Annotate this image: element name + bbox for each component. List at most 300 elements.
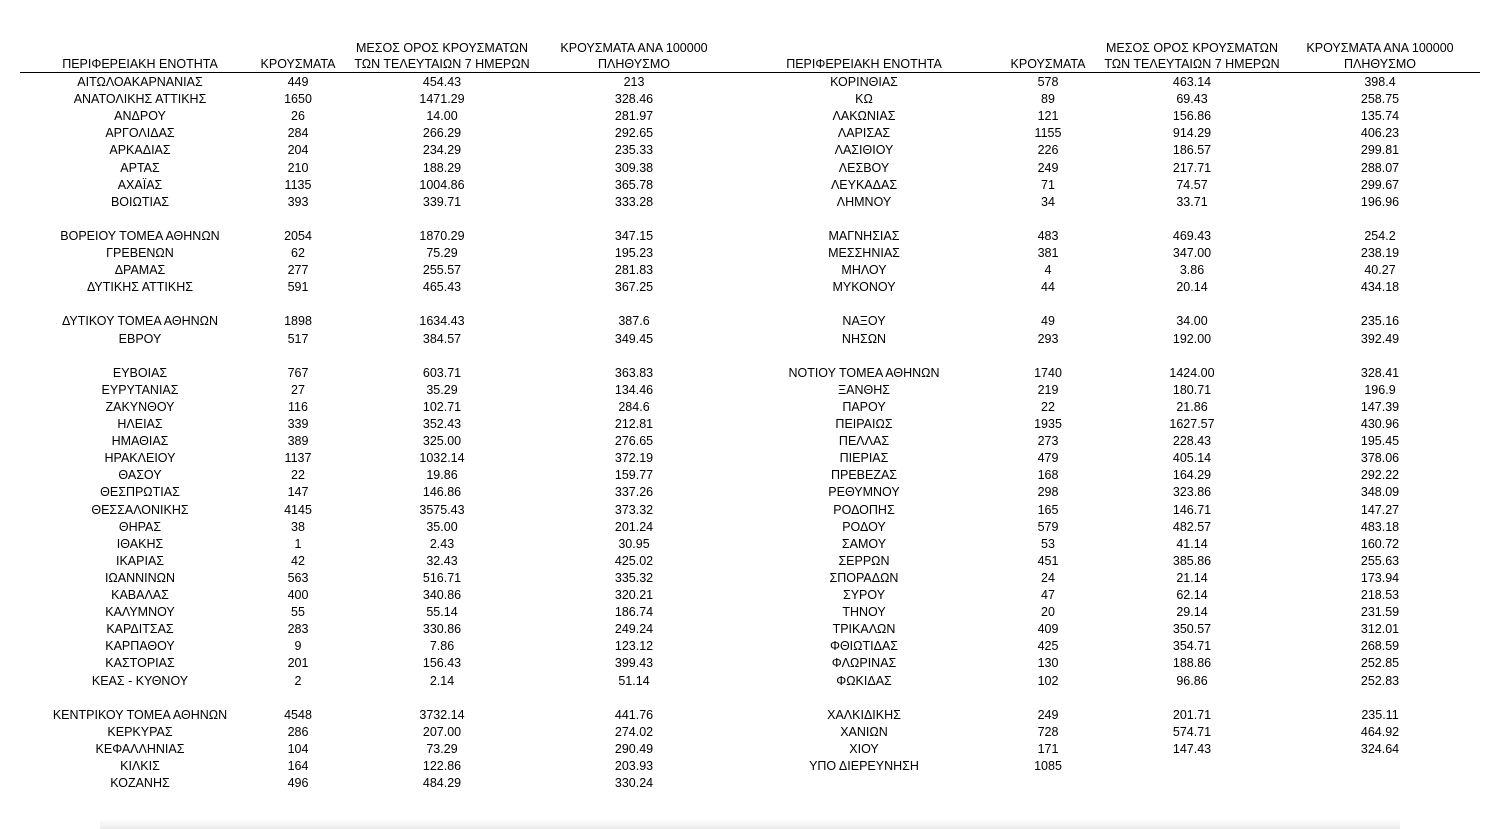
right-cell-region: ΜΕΣΣΗΝΙΑΣ xyxy=(828,246,900,260)
page-bottom-shadow xyxy=(100,819,1400,829)
right-cell-cases: 47 xyxy=(1041,588,1055,602)
left-cell-per100k: 347.15 xyxy=(614,228,654,243)
left-cell-per100k: 290.49 xyxy=(614,741,654,756)
right-cell-region: ΦΛΩΡΙΝΑΣ xyxy=(831,656,897,671)
left-cell-avg7: 384.57 xyxy=(422,331,462,346)
left-cell-cases: 22 xyxy=(291,468,305,483)
left-cell-cases: 1135 xyxy=(284,177,312,192)
left-cell-cases: 164 xyxy=(287,759,309,773)
right-cell-avg7: 69.43 xyxy=(1176,92,1208,107)
right-table-row xyxy=(0,655,1500,672)
right-table-row xyxy=(0,467,1500,484)
right-cell-per100k: 312.01 xyxy=(1360,622,1400,637)
left-cell-avg7: 14.00 xyxy=(426,109,458,124)
right-cell-region: ΠΡΕΒΕΖΑΣ xyxy=(830,468,898,483)
right-cell-avg7: 385.86 xyxy=(1172,553,1212,568)
right-table-row xyxy=(0,142,1500,159)
right-cell-avg7: 147.43 xyxy=(1172,741,1212,756)
left-cell-avg7: 2.43 xyxy=(429,536,455,551)
right-cell-cases: 4 xyxy=(1044,263,1052,278)
left-cell-avg7: 603.71 xyxy=(422,365,462,380)
right-cell-region: ΝΗΣΩΝ xyxy=(841,331,887,346)
right-table-row xyxy=(0,194,1500,211)
right-cell-per100k: 235.16 xyxy=(1360,314,1400,329)
right-table-row xyxy=(0,228,1500,245)
right-cell-cases: 49 xyxy=(1041,314,1055,329)
right-table-row xyxy=(0,365,1500,382)
right-cell-per100k: 348.09 xyxy=(1360,485,1400,500)
left-header-avg7-line1: ΜΕΣΟΣ ΟΡΟΣ ΚΡΟΥΣΜΑΤΩΝ xyxy=(355,41,529,55)
right-table-row xyxy=(0,758,1500,775)
right-cell-region: ΣΥΡΟΥ xyxy=(842,588,886,602)
right-cell-per100k: 252.83 xyxy=(1360,673,1400,688)
right-cell-avg7: 186.57 xyxy=(1172,143,1212,158)
left-cell-per100k: 30.95 xyxy=(618,536,650,551)
left-cell-avg7: 122.86 xyxy=(422,759,462,773)
left-cell-region: ΑΧΑΪΑΣ xyxy=(117,177,163,192)
right-table-row xyxy=(0,399,1500,416)
right-cell-per100k: 147.39 xyxy=(1360,399,1400,414)
left-cell-cases: 42 xyxy=(291,553,305,568)
right-header-per100k-line2: ΠΛΗΘΥΣΜΟ xyxy=(1344,57,1416,71)
left-cell-cases: 27 xyxy=(291,382,305,397)
left-cell-cases: 389 xyxy=(287,434,309,449)
right-cell-avg7: 192.00 xyxy=(1172,331,1212,346)
left-cell-avg7: 330.86 xyxy=(422,622,462,637)
left-cell-cases: 26 xyxy=(291,109,305,124)
left-cell-per100k: 123.12 xyxy=(614,639,654,654)
right-cell-cases: 249 xyxy=(1037,707,1059,722)
right-cell-cases: 226 xyxy=(1037,143,1059,158)
right-cell-region: ΜΗΛΟΥ xyxy=(841,263,887,278)
left-cell-avg7: 516.71 xyxy=(422,570,462,585)
left-cell-avg7: 35.29 xyxy=(426,382,458,397)
left-header-per100k-line2: ΠΛΗΘΥΣΜΟ xyxy=(598,57,670,71)
right-cell-region: ΜΥΚΟΝΟΥ xyxy=(832,280,896,295)
right-table-row xyxy=(0,450,1500,467)
right-cell-cases: 483 xyxy=(1037,228,1059,243)
left-cell-region: ΓΡΕΒΕΝΩΝ xyxy=(106,246,174,260)
right-cell-per100k: 235.11 xyxy=(1361,707,1399,722)
right-cell-cases: 409 xyxy=(1037,622,1059,637)
right-cell-per100k: 268.59 xyxy=(1360,639,1400,654)
right-cell-cases: 219 xyxy=(1037,382,1059,397)
left-cell-region: ΒΟΙΩΤΙΑΣ xyxy=(110,194,170,209)
right-cell-cases: 102 xyxy=(1037,673,1059,688)
right-cell-avg7: 1627.57 xyxy=(1169,417,1215,431)
left-cell-avg7: 1634.43 xyxy=(419,314,465,329)
right-cell-region: ΥΠΟ ΔΙΕΡΕΥΝΗΣΗ xyxy=(809,759,919,773)
right-header-region-label: ΠΕΡΙΦΕΡΕΙΑΚΗ ΕΝΟΤΗΤΑ xyxy=(786,57,942,71)
left-cell-region: ΔΥΤΙΚΟΥ ΤΟΜΕΑ ΑΘΗΝΩΝ xyxy=(61,314,219,329)
left-cell-per100k: 281.97 xyxy=(614,109,654,124)
left-cell-per100k: 330.24 xyxy=(614,776,654,791)
left-cell-region: ΚΑΡΔΙΤΣΑΣ xyxy=(106,622,174,637)
left-cell-region: ΕΥΒΟΙΑΣ xyxy=(112,365,168,380)
left-cell-avg7: 325.00 xyxy=(422,434,462,449)
left-cell-region: ΚΕΝΤΡΙΚΟΥ ΤΟΜΕΑ ΑΘΗΝΩΝ xyxy=(52,707,228,722)
left-cell-cases: 400 xyxy=(287,588,309,602)
left-cell-region: ΔΥΤΙΚΗΣ ΑΤΤΙΚΗΣ xyxy=(87,280,193,295)
left-cell-cases: 1 xyxy=(294,536,302,551)
right-cell-cases: 273 xyxy=(1037,434,1059,449)
right-cell-cases: 1740 xyxy=(1034,365,1062,380)
left-cell-per100k: 320.21 xyxy=(614,588,654,602)
right-cell-per100k: 238.19 xyxy=(1360,246,1400,260)
right-cell-region: ΛΕΥΚΑΔΑΣ xyxy=(830,177,898,192)
left-cell-avg7: 146.86 xyxy=(422,485,462,500)
left-cell-per100k: 249.24 xyxy=(614,622,654,637)
left-cell-per100k: 276.65 xyxy=(614,434,654,449)
right-table-row xyxy=(0,262,1500,279)
left-header-avg7-line2: ΤΩΝ ΤΕΛΕΥΤΑΙΩΝ 7 ΗΜΕΡΩΝ xyxy=(354,57,530,71)
left-cell-region: ΗΡΑΚΛΕΙΟΥ xyxy=(104,451,176,466)
right-cell-cases: 71 xyxy=(1041,177,1055,192)
left-header-per100k xyxy=(544,40,724,72)
right-cell-avg7: 180.71 xyxy=(1172,382,1212,397)
right-cell-region: ΛΕΣΒΟΥ xyxy=(838,160,890,175)
right-cell-avg7: 354.71 xyxy=(1172,639,1212,654)
left-cell-cases: 116 xyxy=(288,399,308,414)
right-cell-per100k: 255.63 xyxy=(1360,553,1400,568)
left-cell-region: ΑΝΑΤΟΛΙΚΗΣ ΑΤΤΙΚΗΣ xyxy=(73,92,207,107)
left-cell-cases: 9 xyxy=(294,639,302,654)
right-cell-region: ΛΗΜΝΟΥ xyxy=(836,194,892,209)
left-cell-region: ΑΙΤΩΛΟΑΚΑΡΝΑΝΙΑΣ xyxy=(77,75,203,89)
right-cell-cases: 479 xyxy=(1037,451,1059,466)
right-cell-region: ΤΗΝΟΥ xyxy=(842,605,886,620)
left-cell-cases: 210 xyxy=(287,160,309,175)
left-cell-avg7: 3732.14 xyxy=(419,707,465,722)
left-cell-region: ΑΡΤΑΣ xyxy=(120,160,160,175)
right-table-row xyxy=(0,91,1500,108)
left-cell-per100k: 349.45 xyxy=(614,331,654,346)
left-cell-region: ΗΛΕΙΑΣ xyxy=(117,417,163,431)
right-cell-avg7: 41.14 xyxy=(1176,536,1208,551)
right-cell-avg7: 146.71 xyxy=(1172,502,1212,517)
right-cell-cases: 249 xyxy=(1037,160,1059,175)
right-cell-cases: 578 xyxy=(1037,75,1059,89)
left-cell-cases: 2 xyxy=(294,673,302,688)
right-cell-region: ΝΑΞΟΥ xyxy=(842,314,886,329)
left-cell-region: ΑΡΓΟΛΙΔΑΣ xyxy=(105,126,175,141)
right-cell-per100k: 218.53 xyxy=(1360,588,1400,602)
left-cell-per100k: 399.43 xyxy=(614,656,654,671)
right-cell-region: ΛΑΚΩΝΙΑΣ xyxy=(832,109,896,124)
right-cell-per100k: 195.45 xyxy=(1360,434,1400,449)
right-cell-avg7: 482.57 xyxy=(1172,519,1212,534)
left-cell-per100k: 274.02 xyxy=(614,724,654,739)
right-table-row xyxy=(0,108,1500,125)
left-cell-region: ΙΘΑΚΗΣ xyxy=(116,536,164,551)
right-cell-cases: 171 xyxy=(1037,741,1059,756)
right-header-avg7-line2: ΤΩΝ ΤΕΛΕΥΤΑΙΩΝ 7 ΗΜΕΡΩΝ xyxy=(1104,57,1280,71)
right-cell-avg7: 33.71 xyxy=(1176,194,1208,209)
right-cell-region: ΡΟΔΟΠΗΣ xyxy=(833,502,895,517)
right-cell-region: ΧΑΛΚΙΔΙΚΗΣ xyxy=(827,707,901,722)
left-cell-cases: 1898 xyxy=(284,314,312,329)
right-cell-avg7: 29.14 xyxy=(1176,605,1208,620)
left-cell-avg7: 19.86 xyxy=(426,468,458,483)
right-table-row xyxy=(0,604,1500,621)
right-cell-avg7: 21.86 xyxy=(1176,399,1208,414)
left-cell-cases: 1650 xyxy=(284,92,312,107)
left-cell-cases: 1137 xyxy=(284,451,312,466)
right-cell-cases: 24 xyxy=(1041,570,1055,585)
right-table-row xyxy=(0,279,1500,296)
right-table-row xyxy=(0,245,1500,262)
right-cell-per100k: 40.27 xyxy=(1364,263,1396,278)
left-header-cases xyxy=(258,40,338,72)
left-cell-cases: 339 xyxy=(287,417,309,431)
left-cell-region: ΘΕΣΣΑΛΟΝΙΚΗΣ xyxy=(91,502,189,517)
right-cell-region: ΧΑΝΙΩΝ xyxy=(840,724,888,739)
left-cell-per100k: 333.28 xyxy=(614,194,654,209)
right-cell-per100k: 392.49 xyxy=(1360,331,1400,346)
left-cell-per100k: 186.74 xyxy=(614,605,654,620)
right-cell-per100k: 464.92 xyxy=(1360,724,1400,739)
right-cell-cases: 53 xyxy=(1041,536,1055,551)
left-cell-region: ΑΡΚΑΔΙΑΣ xyxy=(109,143,171,158)
left-cell-per100k: 281.83 xyxy=(614,263,654,278)
left-cell-per100k: 367.25 xyxy=(614,280,654,295)
left-cell-avg7: 465.43 xyxy=(422,280,462,295)
left-cell-per100k: 441.76 xyxy=(614,707,654,722)
left-cell-region: ΘΕΣΠΡΩΤΙΑΣ xyxy=(100,485,180,500)
left-cell-avg7: 188.29 xyxy=(422,160,462,175)
left-header-region xyxy=(20,40,260,72)
left-cell-avg7: 352.43 xyxy=(422,417,462,431)
left-cell-region: ΑΝΔΡΟΥ xyxy=(114,109,166,124)
right-cell-cases: 44 xyxy=(1041,280,1055,295)
right-header-avg7 xyxy=(1100,40,1284,72)
right-cell-per100k: 254.2 xyxy=(1364,228,1396,243)
right-cell-region: ΠΙΕΡΙΑΣ xyxy=(839,451,889,466)
right-cell-cases: 89 xyxy=(1041,92,1055,107)
left-cell-region: ΚΟΖΑΝΗΣ xyxy=(110,776,170,791)
right-header-per100k-line1: ΚΡΟΥΣΜΑΤΑ ΑΝΑ 100000 xyxy=(1306,41,1454,55)
left-cell-region: ΚΕΡΚΥΡΑΣ xyxy=(107,724,173,739)
right-cell-cases: 121 xyxy=(1037,109,1059,124)
right-cell-region: ΧΙΟΥ xyxy=(849,741,879,756)
right-cell-per100k: 299.67 xyxy=(1360,177,1400,192)
left-cell-per100k: 212.81 xyxy=(614,417,654,431)
left-cell-region: ΗΜΑΘΙΑΣ xyxy=(111,434,169,449)
right-cell-per100k: 147.27 xyxy=(1360,502,1400,517)
right-cell-avg7: 350.57 xyxy=(1172,622,1212,637)
right-cell-region: ΣΠΟΡΑΔΩΝ xyxy=(829,570,899,585)
right-table-row xyxy=(0,331,1500,348)
left-header-region-label: ΠΕΡΙΦΕΡΕΙΑΚΗ ΕΝΟΤΗΤΑ xyxy=(62,57,218,71)
left-cell-cases: 38 xyxy=(291,519,305,534)
left-cell-region: ΒΟΡΕΙΟΥ ΤΟΜΕΑ ΑΘΗΝΩΝ xyxy=(60,228,220,243)
left-cell-per100k: 284.6 xyxy=(618,399,650,414)
left-cell-cases: 104 xyxy=(287,741,309,756)
right-cell-per100k: 324.64 xyxy=(1360,741,1400,756)
left-cell-region: ΚΕΦΑΛΛΗΝΙΑΣ xyxy=(95,741,185,756)
right-cell-per100k: 288.07 xyxy=(1360,160,1400,175)
left-cell-cases: 62 xyxy=(291,246,305,260)
right-cell-cases: 1935 xyxy=(1034,417,1062,431)
right-cell-avg7: 463.14 xyxy=(1172,75,1212,89)
left-cell-avg7: 207.00 xyxy=(422,724,462,739)
right-cell-avg7: 914.29 xyxy=(1172,126,1212,141)
right-table-row xyxy=(0,638,1500,655)
left-cell-avg7: 2.14 xyxy=(429,673,455,688)
right-header-cases-label: ΚΡΟΥΣΜΑΤΑ xyxy=(1010,57,1086,71)
left-cell-per100k: 337.26 xyxy=(614,485,654,500)
right-cell-per100k: 434.18 xyxy=(1360,280,1400,295)
right-cell-region: ΡΕΘΥΜΝΟΥ xyxy=(828,485,900,500)
right-cell-region: ΜΑΓΝΗΣΙΑΣ xyxy=(828,228,900,243)
left-cell-cases: 147 xyxy=(287,485,309,500)
right-table-row xyxy=(0,160,1500,177)
right-cell-region: ΣΑΜΟΥ xyxy=(841,536,887,551)
left-cell-region: ΙΚΑΡΙΑΣ xyxy=(115,553,165,568)
left-cell-cases: 4548 xyxy=(284,707,312,722)
left-cell-per100k: 195.23 xyxy=(614,246,654,260)
left-cell-region: ΚΑΣΤΟΡΙΑΣ xyxy=(105,656,175,671)
left-cell-cases: 449 xyxy=(287,75,309,89)
right-table-row xyxy=(0,570,1500,587)
right-cell-per100k: 292.22 xyxy=(1360,468,1400,483)
right-cell-cases: 1155 xyxy=(1034,126,1062,141)
right-table-row xyxy=(0,673,1500,690)
left-cell-avg7: 454.43 xyxy=(422,75,462,89)
right-cell-region: ΦΩΚΙΔΑΣ xyxy=(836,673,892,688)
left-cell-avg7: 75.29 xyxy=(426,246,458,260)
left-cell-region: ΚΑΡΠΑΘΟΥ xyxy=(105,639,175,654)
right-cell-cases: 425 xyxy=(1037,639,1059,654)
right-cell-per100k: 252.85 xyxy=(1360,656,1400,671)
right-cell-per100k: 196.96 xyxy=(1360,194,1400,209)
left-cell-per100k: 365.78 xyxy=(614,177,654,192)
left-cell-per100k: 373.32 xyxy=(614,502,654,517)
left-cell-per100k: 213 xyxy=(623,75,645,89)
left-cell-region: ΕΥΡΥΤΑΝΙΑΣ xyxy=(101,382,179,397)
left-cell-cases: 201 xyxy=(287,656,309,671)
left-cell-avg7: 234.29 xyxy=(422,143,462,158)
left-cell-region: ΔΡΑΜΑΣ xyxy=(114,263,166,278)
left-cell-avg7: 7.86 xyxy=(429,639,455,654)
right-cell-avg7: 156.86 xyxy=(1172,109,1212,124)
right-table-row xyxy=(0,177,1500,194)
right-cell-avg7: 574.71 xyxy=(1172,724,1212,739)
right-table-row xyxy=(0,621,1500,638)
right-cell-region: ΠΕΛΛΑΣ xyxy=(838,434,890,449)
right-cell-avg7: 405.14 xyxy=(1172,451,1212,466)
left-cell-avg7: 35.00 xyxy=(426,519,458,534)
right-cell-avg7: 201.71 xyxy=(1172,707,1212,722)
left-cell-avg7: 1471.29 xyxy=(419,92,465,107)
right-header-region xyxy=(744,40,984,72)
right-cell-cases: 165 xyxy=(1037,502,1059,517)
right-cell-per100k: 258.75 xyxy=(1360,92,1400,107)
right-cell-cases: 1085 xyxy=(1034,759,1062,773)
right-cell-cases: 22 xyxy=(1041,399,1055,414)
left-table-row xyxy=(0,775,1500,792)
right-cell-per100k: 135.74 xyxy=(1360,109,1400,124)
right-cell-per100k: 483.18 xyxy=(1360,519,1400,534)
left-cell-avg7: 32.43 xyxy=(426,553,458,568)
right-cell-avg7: 188.86 xyxy=(1172,656,1212,671)
right-cell-per100k: 173.94 xyxy=(1360,570,1400,585)
left-cell-avg7: 266.29 xyxy=(422,126,462,141)
right-table-row xyxy=(0,502,1500,519)
left-cell-region: ΘΗΡΑΣ xyxy=(118,519,162,534)
right-table-row xyxy=(0,536,1500,553)
right-cell-region: ΠΕΙΡΑΙΩΣ xyxy=(835,417,893,431)
right-cell-avg7: 228.43 xyxy=(1172,434,1212,449)
right-cell-per100k: 299.81 xyxy=(1360,143,1400,158)
left-cell-avg7: 484.29 xyxy=(422,776,462,791)
left-cell-per100k: 425.02 xyxy=(614,553,654,568)
left-cell-avg7: 156.43 xyxy=(422,656,462,671)
left-cell-region: ΘΑΣΟΥ xyxy=(118,468,162,483)
right-table-row xyxy=(0,125,1500,142)
left-cell-per100k: 159.77 xyxy=(614,468,654,483)
right-cell-cases: 130 xyxy=(1037,656,1059,671)
left-cell-per100k: 201.24 xyxy=(614,519,654,534)
left-cell-per100k: 328.46 xyxy=(614,92,654,107)
right-table-row xyxy=(0,707,1500,724)
left-cell-region: ΚΙΛΚΙΣ xyxy=(120,759,160,773)
left-header-cases-label: ΚΡΟΥΣΜΑΤΑ xyxy=(260,57,336,71)
right-cell-region: ΚΟΡΙΝΘΙΑΣ xyxy=(830,75,898,89)
left-cell-per100k: 134.46 xyxy=(614,382,654,397)
left-cell-per100k: 292.65 xyxy=(614,126,654,141)
left-cell-cases: 496 xyxy=(287,776,309,791)
right-cell-avg7: 96.86 xyxy=(1176,673,1208,688)
right-cell-per100k: 328.41 xyxy=(1360,365,1400,380)
left-cell-avg7: 55.14 xyxy=(426,605,458,620)
left-cell-avg7: 73.29 xyxy=(426,741,458,756)
right-cell-cases: 20 xyxy=(1041,605,1055,620)
right-table-row xyxy=(0,313,1500,330)
left-cell-per100k: 51.14 xyxy=(618,673,650,688)
right-cell-per100k: 196.9 xyxy=(1364,382,1396,397)
left-cell-cases: 283 xyxy=(287,622,309,637)
left-cell-cases: 563 xyxy=(287,570,309,585)
right-cell-cases: 298 xyxy=(1037,485,1059,500)
left-cell-avg7: 3575.43 xyxy=(419,502,465,517)
left-cell-region: ΙΩΑΝΝΙΝΩΝ xyxy=(104,570,176,585)
left-cell-cases: 284 xyxy=(287,126,309,141)
left-cell-cases: 767 xyxy=(287,365,309,380)
right-table-row xyxy=(0,587,1500,604)
right-cell-cases: 34 xyxy=(1041,194,1055,209)
right-cell-avg7: 34.00 xyxy=(1176,314,1208,329)
right-header-avg7-line1: ΜΕΣΟΣ ΟΡΟΣ ΚΡΟΥΣΜΑΤΩΝ xyxy=(1105,41,1279,55)
right-cell-cases: 728 xyxy=(1037,724,1059,739)
right-cell-region: ΛΑΣΙΘΙΟΥ xyxy=(834,143,894,158)
right-cell-per100k: 430.96 xyxy=(1360,417,1400,431)
right-header-cases xyxy=(1008,40,1088,72)
right-cell-region: ΞΑΝΘΗΣ xyxy=(838,382,890,397)
right-cell-avg7: 164.29 xyxy=(1172,468,1212,483)
right-cell-avg7: 469.43 xyxy=(1172,228,1212,243)
left-cell-cases: 4145 xyxy=(284,502,312,517)
left-cell-per100k: 335.32 xyxy=(614,570,654,585)
left-header-avg7 xyxy=(350,40,534,72)
left-cell-cases: 204 xyxy=(287,143,309,158)
left-cell-cases: 393 xyxy=(287,194,309,209)
right-cell-avg7: 347.00 xyxy=(1172,246,1212,260)
left-cell-avg7: 255.57 xyxy=(422,263,462,278)
right-table-row xyxy=(0,416,1500,433)
right-cell-region: ΠΑΡΟΥ xyxy=(842,399,886,414)
left-cell-avg7: 1870.29 xyxy=(419,228,465,243)
